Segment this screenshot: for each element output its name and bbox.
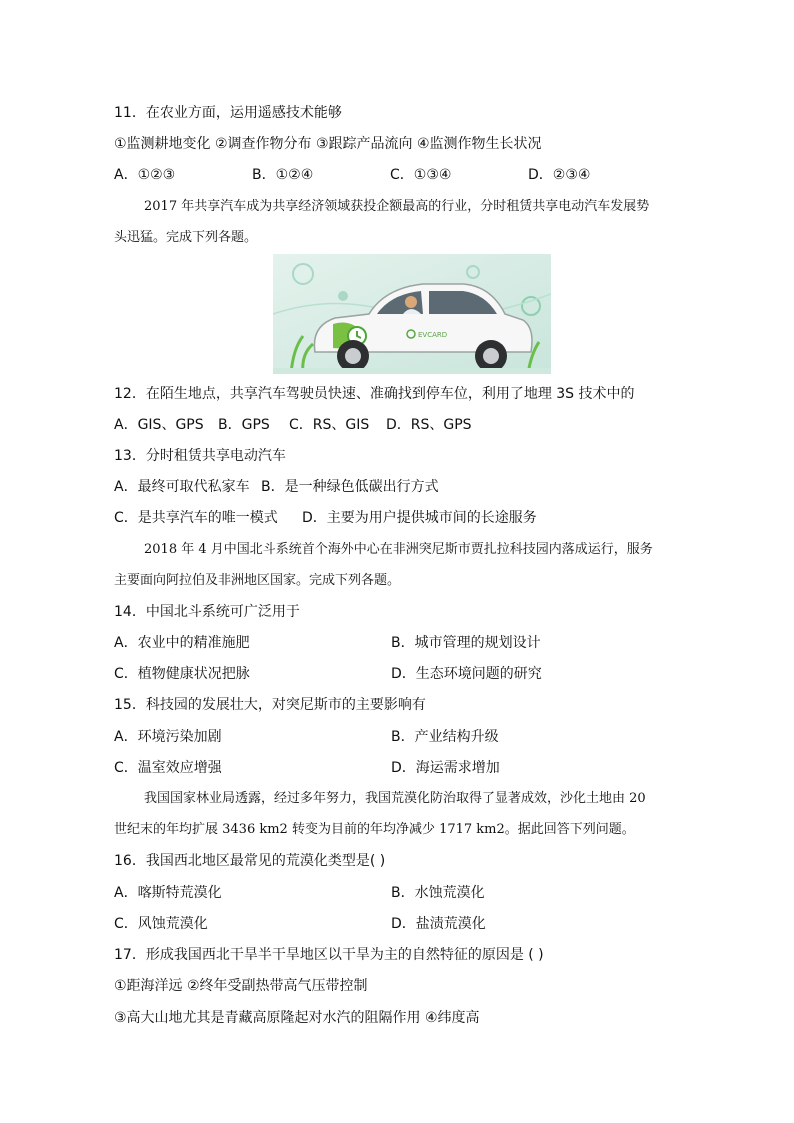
- q17-items-line1: ①距海洋远 ②终年受副热带高气压带控制: [114, 978, 368, 994]
- car-logo-text: EVCARD: [418, 331, 448, 339]
- q11-stem: 11．在农业方面，运用遥感技术能够: [114, 105, 342, 121]
- passage3-line1: 我国国家林业局透露，经过多年努力，我国荒漠化防治取得了显著成效，沙化土地由 20: [144, 791, 646, 806]
- q16-option-c: C．风蚀荒漠化: [114, 916, 208, 932]
- car-illustration: [273, 254, 551, 374]
- q11-items: ①监测耕地变化 ②调查作物分布 ③跟踪产品流向 ④监测作物生长状况: [114, 136, 542, 152]
- q15-option-c: C．温室效应增强: [114, 760, 222, 776]
- q15-option-a: A．环境污染加剧: [114, 729, 222, 745]
- q12-option-d: D．RS、GPS: [386, 417, 472, 433]
- q11-option-a: A．①②③: [114, 167, 176, 183]
- q11-option-c: C．①③④: [390, 167, 452, 183]
- passage1-line2: 头迅猛。完成下列各题。: [114, 230, 258, 245]
- q11-option-d: D．②③④: [528, 167, 591, 183]
- q14-option-a: A．农业中的精准施肥: [114, 635, 250, 651]
- q15-option-d: D．海运需求增加: [391, 760, 500, 776]
- q11-option-b: B．①②④: [252, 167, 314, 183]
- q13-option-c: C．是共享汽车的唯一模式: [114, 510, 278, 526]
- q14-option-b: B．城市管理的规划设计: [391, 635, 541, 651]
- shared-car-image: [273, 254, 551, 374]
- q16-option-d: D．盐渍荒漠化: [391, 916, 486, 932]
- q15-option-b: B．产业结构升级: [391, 729, 499, 745]
- passage2-line2: 主要面向阿拉伯及非洲地区国家。完成下列各题。: [114, 573, 401, 588]
- q12-option-a: A．GIS、GPS: [114, 417, 204, 433]
- q17-items-line2: ③高大山地尤其是青藏高原隆起对水汽的阻隔作用 ④纬度高: [114, 1010, 480, 1026]
- q17-stem: 17．形成我国西北干旱半干旱地区以干旱为主的自然特征的原因是 ( ): [114, 947, 544, 963]
- q13-stem: 13．分时租赁共享电动汽车: [114, 448, 286, 464]
- passage3-line2: 世纪末的年均扩展 3436 km2 转变为目前的年均净减少 1717 km2。据此回答下列问题。: [114, 822, 635, 837]
- q16-option-a: A．喀斯特荒漠化: [114, 885, 222, 901]
- passage1-line1: 2017 年共享汽车成为共享经济领域获投企额最高的行业，分时租赁共享电动汽车发展势: [144, 199, 650, 214]
- q16-option-b: B．水蚀荒漠化: [391, 885, 485, 901]
- q12-option-b: B．GPS: [218, 417, 270, 433]
- q14-option-c: C．植物健康状况把脉: [114, 666, 250, 682]
- q14-stem: 14．中国北斗系统可广泛用于: [114, 604, 300, 620]
- q12-stem: 12．在陌生地点，共享汽车驾驶员快速、准确找到停车位，利用了地理 3S 技术中的: [114, 386, 635, 402]
- q13-option-b: B．是一种绿色低碳出行方式: [261, 479, 439, 495]
- q16-stem: 16．我国西北地区最常见的荒漠化类型是( ): [114, 853, 386, 869]
- q13-option-a: A．最终可取代私家车: [114, 479, 250, 495]
- q14-option-d: D．生态环境问题的研究: [391, 666, 542, 682]
- q13-option-d: D．主要为用户提供城市间的长途服务: [302, 510, 537, 526]
- passage2-line1: 2018 年 4 月中国北斗系统首个海外中心在非洲突尼斯市贾扎拉科技园内落成运行，服务: [144, 542, 653, 557]
- q15-stem: 15．科技园的发展壮大，对突尼斯市的主要影响有: [114, 697, 426, 713]
- q12-option-c: C．RS、GIS: [289, 417, 370, 433]
